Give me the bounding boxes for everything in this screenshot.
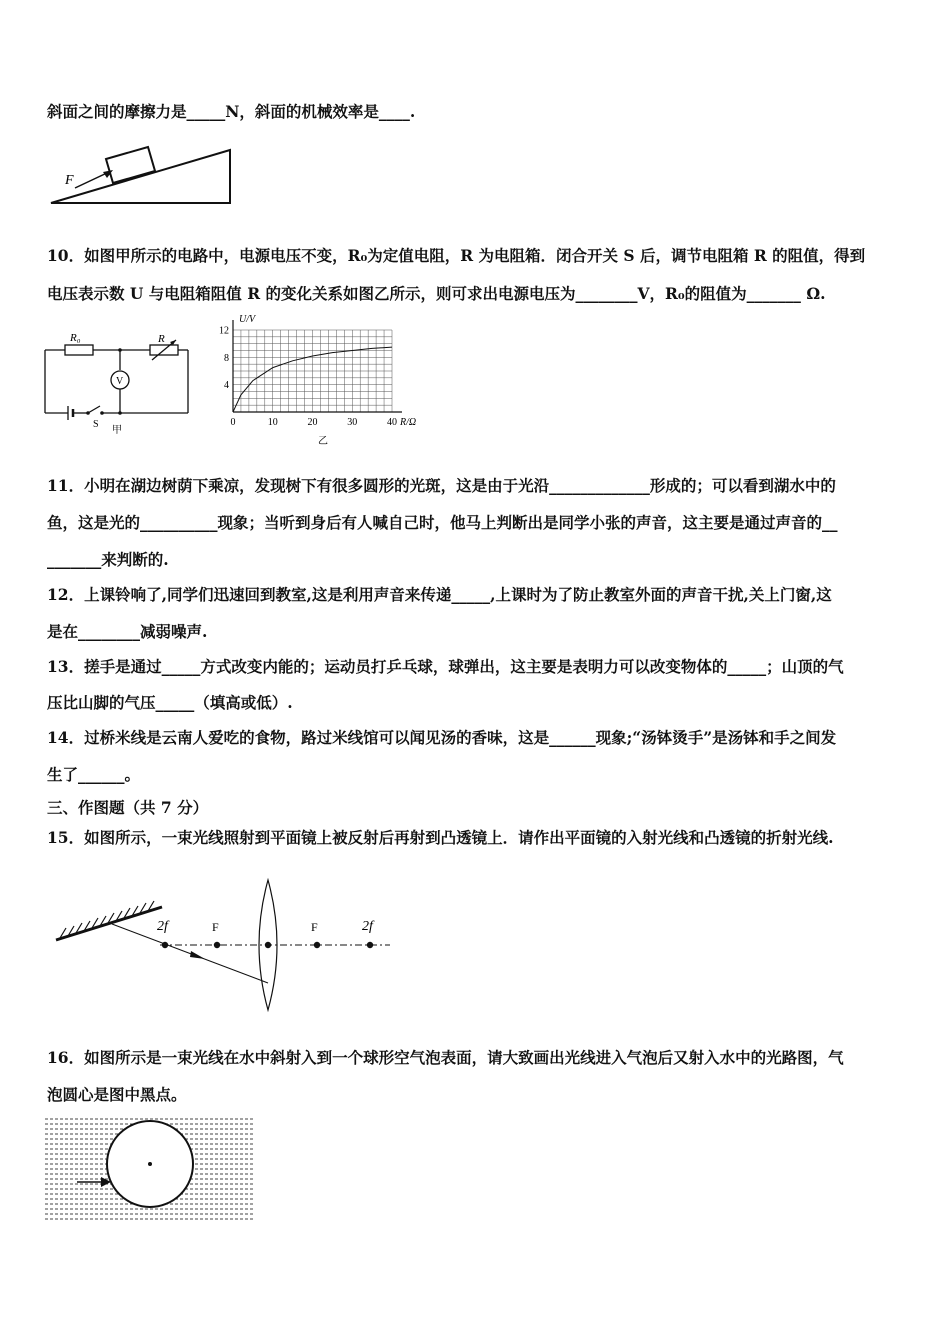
reflected-ray bbox=[112, 924, 268, 983]
q14-line1: 14．过桥米线是云南人爱吃的食物，路过米线馆可以闻见汤的香味，这是______现象;“汤钵烫手”是汤钵和手之间发 bbox=[47, 728, 837, 747]
q13-line1: 13．搓手是通过_____方式改变内能的；运动员打乒乓球，球弹出，这主要是表明力可以改变物体的_____；山顶的气 bbox=[47, 657, 844, 676]
switch-label: S bbox=[93, 419, 99, 430]
bubble-figure bbox=[45, 1116, 255, 1226]
q12-line2: 是在________减弱噪声. bbox=[47, 622, 208, 641]
section-title: 三、作图题（共 7 分） bbox=[47, 798, 209, 817]
bubble-center bbox=[148, 1162, 152, 1166]
incline-figure bbox=[45, 140, 240, 210]
meter-label: V bbox=[116, 376, 124, 387]
force-arrow bbox=[75, 172, 109, 188]
y-axis-label: U/V bbox=[239, 314, 256, 325]
u-r-chart bbox=[215, 312, 440, 447]
left-2f-label: 2f bbox=[157, 919, 168, 934]
q14-line2: 生了______。 bbox=[47, 765, 141, 784]
x-axis-label: R/Ω bbox=[400, 417, 417, 428]
x-tick-label: 10 bbox=[267, 417, 278, 428]
switch-blade bbox=[88, 406, 100, 413]
y-tick-label: 8 bbox=[224, 352, 229, 364]
plane-mirror bbox=[56, 907, 162, 940]
y-tick-label: 4 bbox=[224, 380, 229, 392]
chart-grid bbox=[233, 330, 392, 412]
circuit-caption: 甲 bbox=[112, 425, 122, 435]
x-tick-label: 30 bbox=[347, 417, 358, 428]
q16-line1: 16．如图所示是一束光线在水中斜射入到一个球形空气泡表面，请大致画出光线进入气泡后又射入水中的光路图，气 bbox=[47, 1048, 844, 1067]
q9-tail-text: 斜面之间的摩擦力是_____N，斜面的机械效率是____. bbox=[47, 102, 416, 121]
x-tick-label: 0 bbox=[230, 417, 236, 428]
x-tick-label: 20 bbox=[307, 417, 318, 428]
q16-line2: 泡圆心是图中黑点。 bbox=[47, 1085, 187, 1104]
y-tick-label: 12 bbox=[219, 325, 229, 337]
q11-line1: 11．小明在湖边树荫下乘凉，发现树下有很多圆形的光斑，这是由于光沿_____________形成的；可以看到湖水中的 bbox=[47, 476, 836, 495]
mirror-lens-figure bbox=[50, 875, 395, 1015]
q15-text: 15．如图所示，一束光线照射到平面镜上被反射后再射到凸透镜上．请作出平面镜的入射光线和凸透镜的折射光线. bbox=[47, 828, 834, 847]
x-tick-label: 40 bbox=[387, 417, 397, 428]
q11-line2: 鱼，这是光的__________现象；当听到身后有人喊自己时，他马上判断出是同学小张的声音，这主要是通过声音的__ bbox=[47, 513, 838, 532]
right-2f-label: 2f bbox=[362, 919, 373, 934]
r-label: R bbox=[158, 333, 165, 345]
r0-resistor bbox=[65, 345, 93, 355]
q12-line1: 12．上课铃响了,同学们迅速回到教室,这是利用声音来传递_____,上课时为了防止教室外面的声音干扰,关上门窗,这 bbox=[47, 585, 832, 604]
ray-arrowhead bbox=[190, 951, 205, 959]
mirror-hatching bbox=[60, 901, 154, 938]
circuit-figure bbox=[40, 330, 195, 435]
chart-caption: 乙 bbox=[318, 436, 328, 447]
left-focus-label: F bbox=[212, 920, 219, 934]
q10-line2: 电压表示数 U 与电阻箱阻值 R 的变化关系如图乙所示，则可求出电源电压为________V，R₀的阻值为_______ Ω. bbox=[47, 284, 826, 303]
block bbox=[106, 147, 155, 183]
q13-line2: 压比山脚的气压_____（填高或低）. bbox=[47, 693, 293, 712]
r0-label: R₀ bbox=[70, 332, 81, 344]
q10-line1: 10．如图甲所示的电路中，电源电压不变，R₀为定值电阻，R 为电阻箱．闭合开关 S 后，调节电阻箱 R 的阻值，得到 bbox=[47, 246, 866, 265]
right-focus-label: F bbox=[311, 920, 318, 934]
incline-ramp bbox=[51, 150, 230, 203]
chart-ticks bbox=[219, 326, 397, 429]
force-label: F bbox=[65, 173, 74, 188]
q11-line3: _______来判断的. bbox=[47, 550, 169, 569]
